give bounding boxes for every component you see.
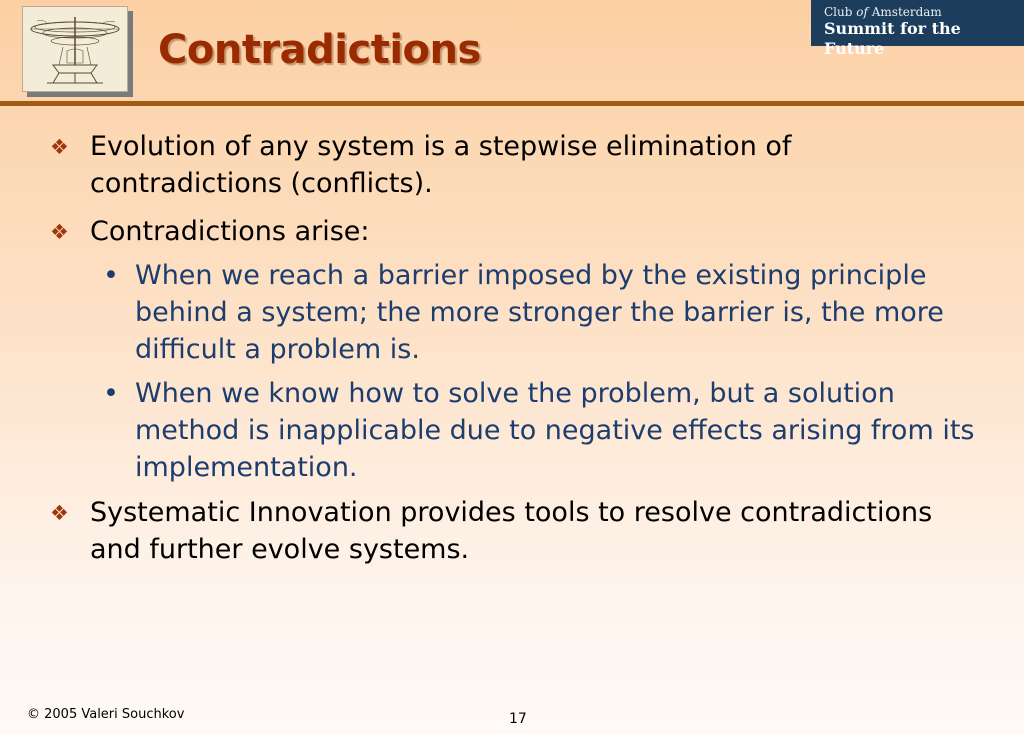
sub-bullet-item xyxy=(103,257,993,368)
dot-bullet-icon: • xyxy=(103,378,119,409)
sub-bullet-text: When we reach a barrier imposed by the existing principle behind a system; the more stronger the barrier is, the more difficult a problem is. xyxy=(135,260,944,365)
diamond-bullet-icon: ❖ xyxy=(50,220,69,244)
diamond-bullet-icon: ❖ xyxy=(50,135,69,159)
dot-bullet-icon: • xyxy=(103,260,119,291)
page-title: Contradictions xyxy=(158,27,481,73)
diamond-bullet-icon: ❖ xyxy=(50,501,69,525)
logo-image xyxy=(22,6,128,92)
bullet-text: Evolution of any system is a stepwise elimination of contradictions (conflicts). xyxy=(90,131,792,199)
da-vinci-helicopter-sketch-icon xyxy=(23,7,127,91)
sub-bullet-text: When we know how to solve the problem, but a solution method is inapplicable due to negative effects arising from its implementation. xyxy=(135,378,975,483)
badge-summit-name: Summit for the Future xyxy=(824,19,961,58)
copyright-text: © 2005 Valeri Souchkov xyxy=(27,707,185,722)
bullet-text: Contradictions arise: xyxy=(90,216,370,247)
badge-club-name: Club of Amsterdam xyxy=(824,5,942,19)
bullet-text: Systematic Innovation provides tools to resolve contradictions and further evolve systems. xyxy=(90,497,933,565)
bullet-item xyxy=(50,213,990,250)
page-number: 17 xyxy=(509,711,527,727)
bullet-item xyxy=(50,128,990,202)
title-divider xyxy=(0,101,1024,106)
sub-bullet-item xyxy=(103,375,993,486)
club-of-amsterdam-badge xyxy=(811,0,1024,58)
bullet-item xyxy=(50,494,990,568)
